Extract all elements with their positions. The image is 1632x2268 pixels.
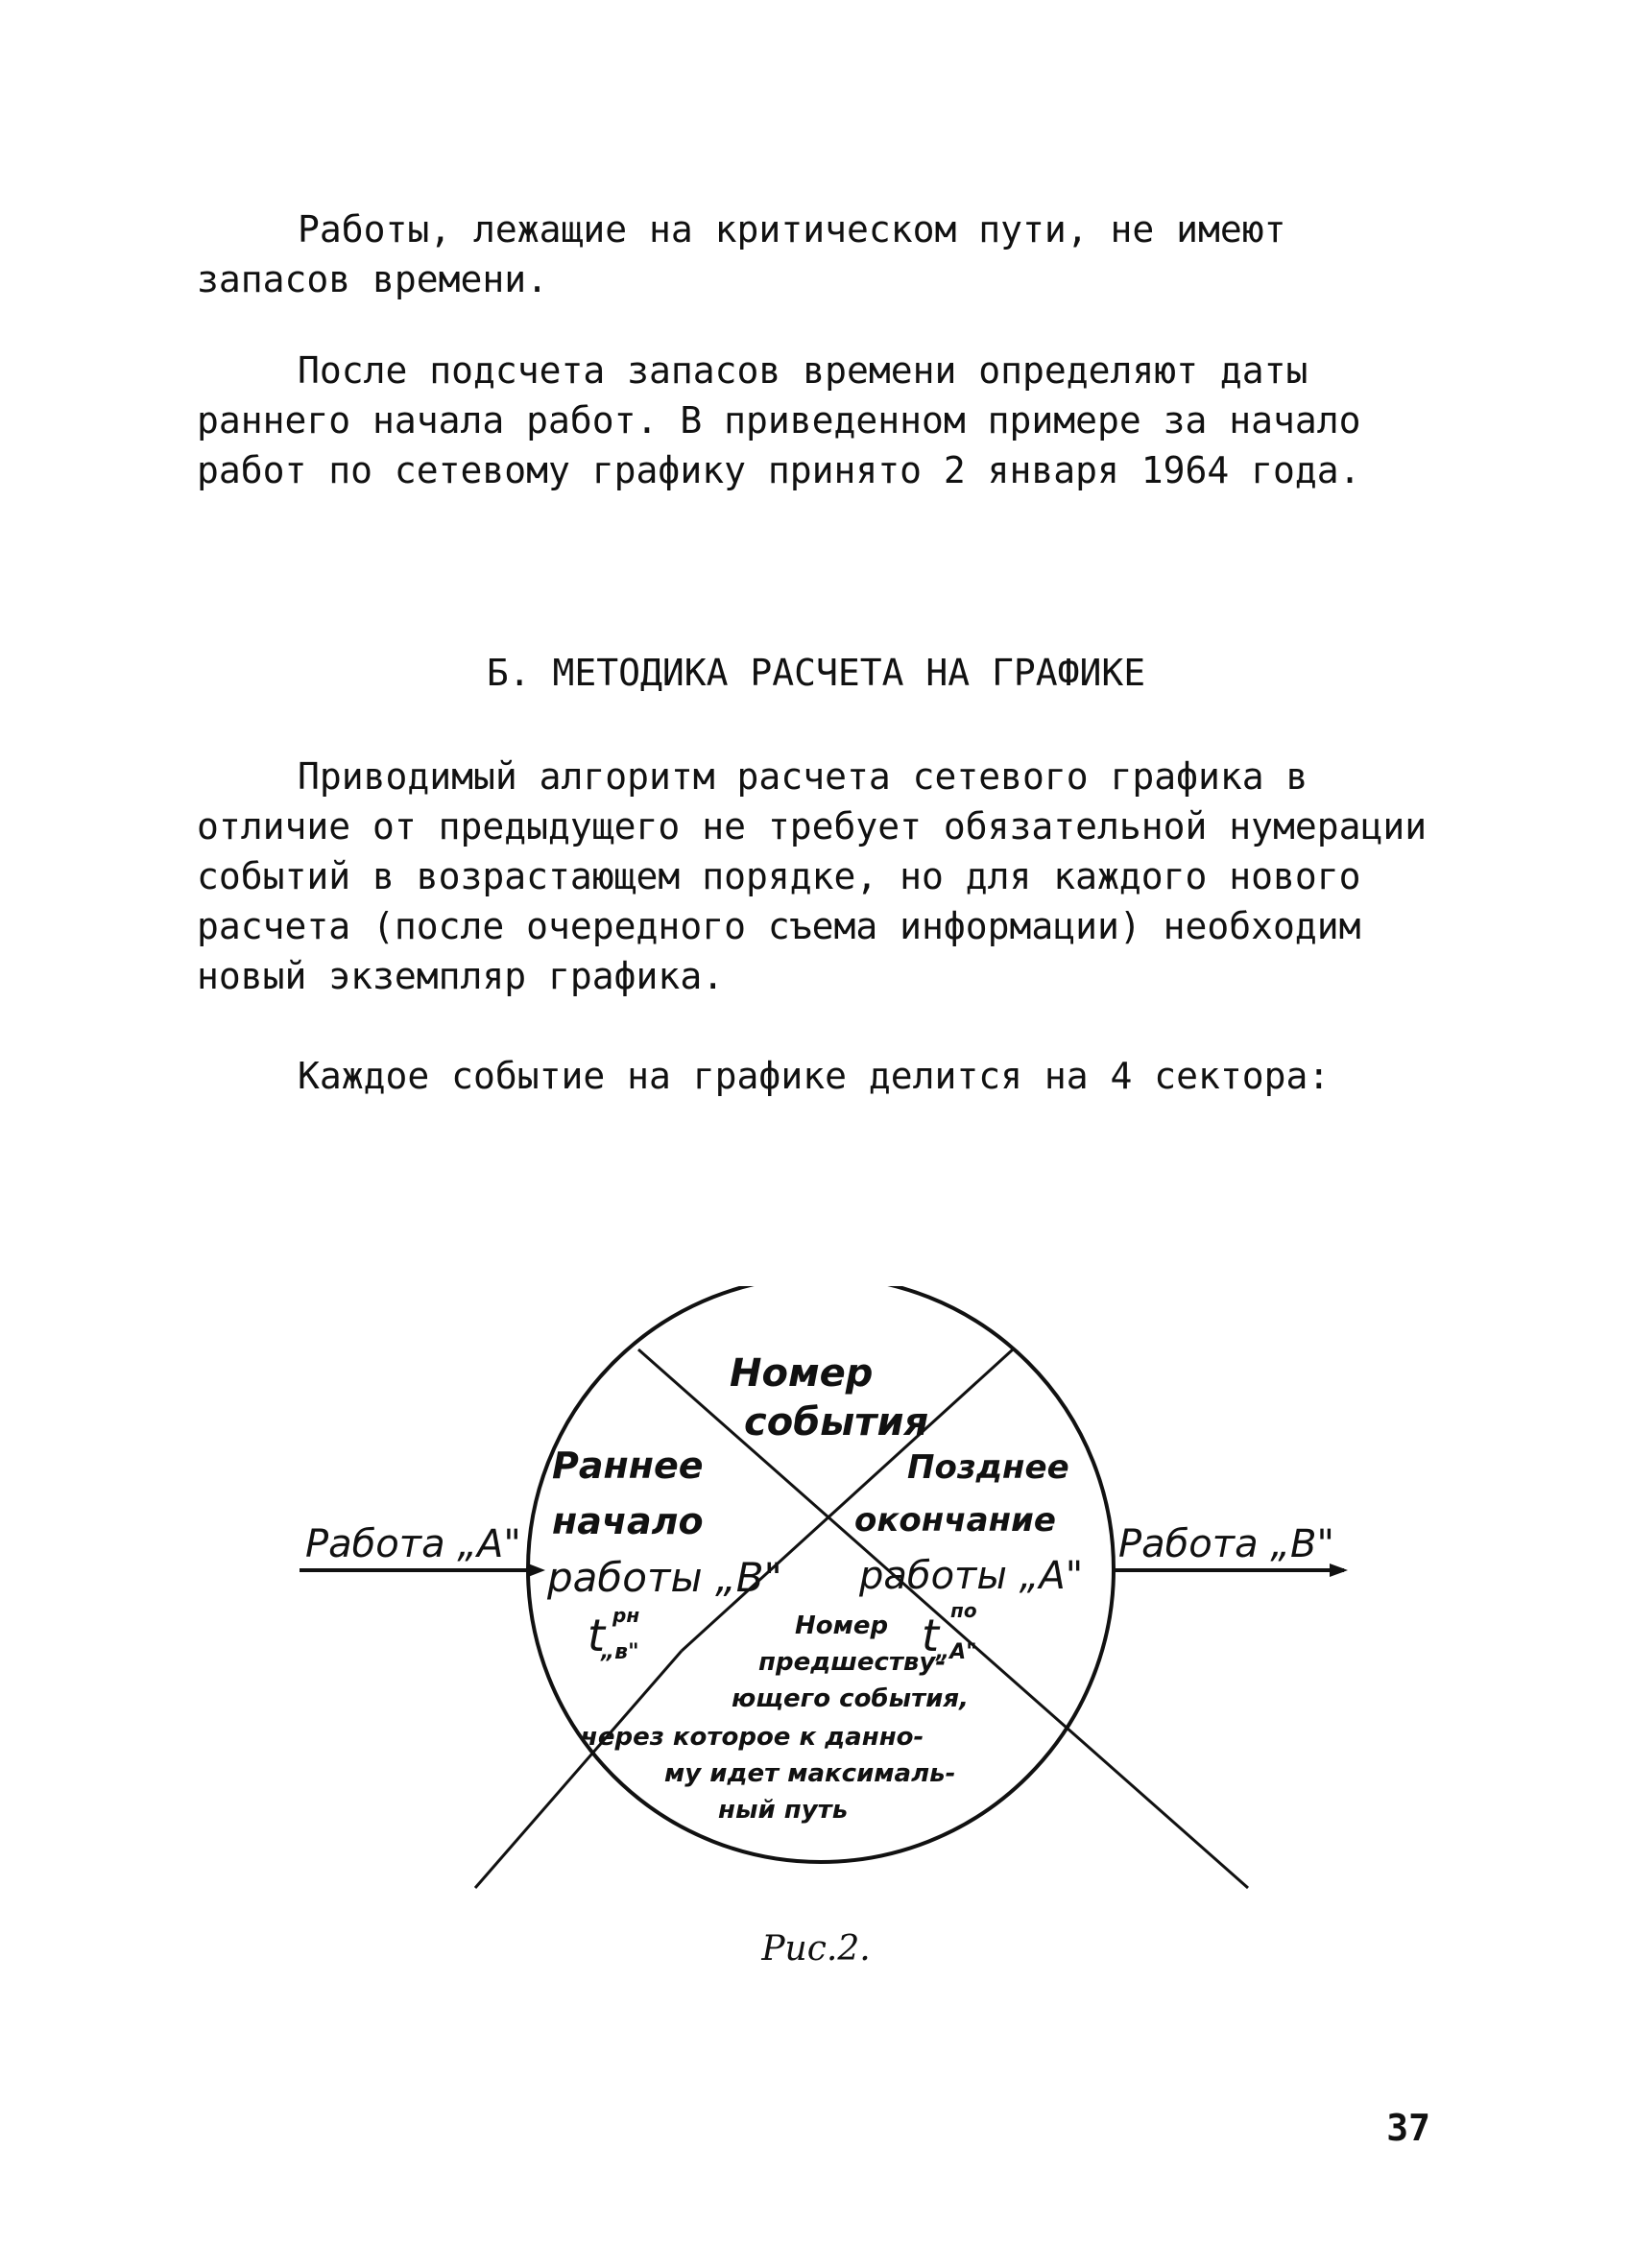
bottom-sector-line-2: предшеству-	[758, 1648, 947, 1677]
event-diagram	[288, 1286, 1354, 1891]
diagonal-line-3	[475, 1651, 682, 1888]
left-symbol-subscript: „в"	[601, 1640, 639, 1664]
paragraph-3: Приводимый алгоритм расчета сетевого графика в отличие от предыдущего не требует обязательной нумерации событий в возрастающем порядке, но для каждого нового расчета (после очередного съема информации) необходим новый экземпляр графика.	[197, 755, 1428, 997]
paragraph-2: После подсчета запасов времени определяют даты раннего начала работ. В приведенном примере за начало работ по сетевому графику принято 2 января 1964 года.	[197, 349, 1361, 491]
bottom-sector-line-4: через которое к данно-	[581, 1723, 924, 1752]
bottom-sector-line-1: Номер	[795, 1611, 889, 1640]
right-symbol-subscript: „А"	[936, 1640, 977, 1664]
left-symbol-superscript: рн	[612, 1604, 640, 1627]
bottom-sector-line-3: ющего события,	[732, 1684, 969, 1713]
left-arrow-label: Работа „А"	[305, 1522, 521, 1566]
left-sector-line-1: Раннее	[552, 1444, 704, 1487]
top-sector-line-1: Номер	[730, 1351, 874, 1396]
paragraph-1: Работы, лежащие на критическом пути, не имеют запасов времени.	[197, 208, 1286, 300]
right-symbol-superscript: по	[950, 1599, 977, 1622]
event-diagram-svg	[288, 1286, 1354, 1891]
right-symbol: t	[922, 1610, 940, 1661]
page-number: 37	[1386, 2107, 1430, 2149]
right-sector-line-1: Позднее	[907, 1448, 1069, 1487]
left-symbol: t	[588, 1610, 606, 1661]
right-sector-line-2: окончание	[854, 1501, 1056, 1540]
top-sector-line-2: события	[744, 1400, 929, 1444]
left-sector-line-3: работы „В"	[547, 1554, 782, 1601]
incoming-arrowhead	[528, 1564, 545, 1577]
right-arrow-label: Работа „В"	[1118, 1522, 1334, 1566]
left-sector-line-2: начало	[552, 1500, 704, 1542]
figure-caption: Рис.2.	[761, 1929, 871, 1969]
right-sector-line-3: работы „А"	[859, 1554, 1084, 1598]
bottom-sector-line-6: ный путь	[718, 1796, 849, 1825]
paragraph-4: Каждое событие на графике делится на 4 сектора:	[298, 1055, 1331, 1097]
section-heading: Б. МЕТОДИКА РАСЧЕТА НА ГРАФИКЕ	[486, 652, 1146, 694]
bottom-sector-line-5: му идет максималь-	[664, 1759, 956, 1788]
